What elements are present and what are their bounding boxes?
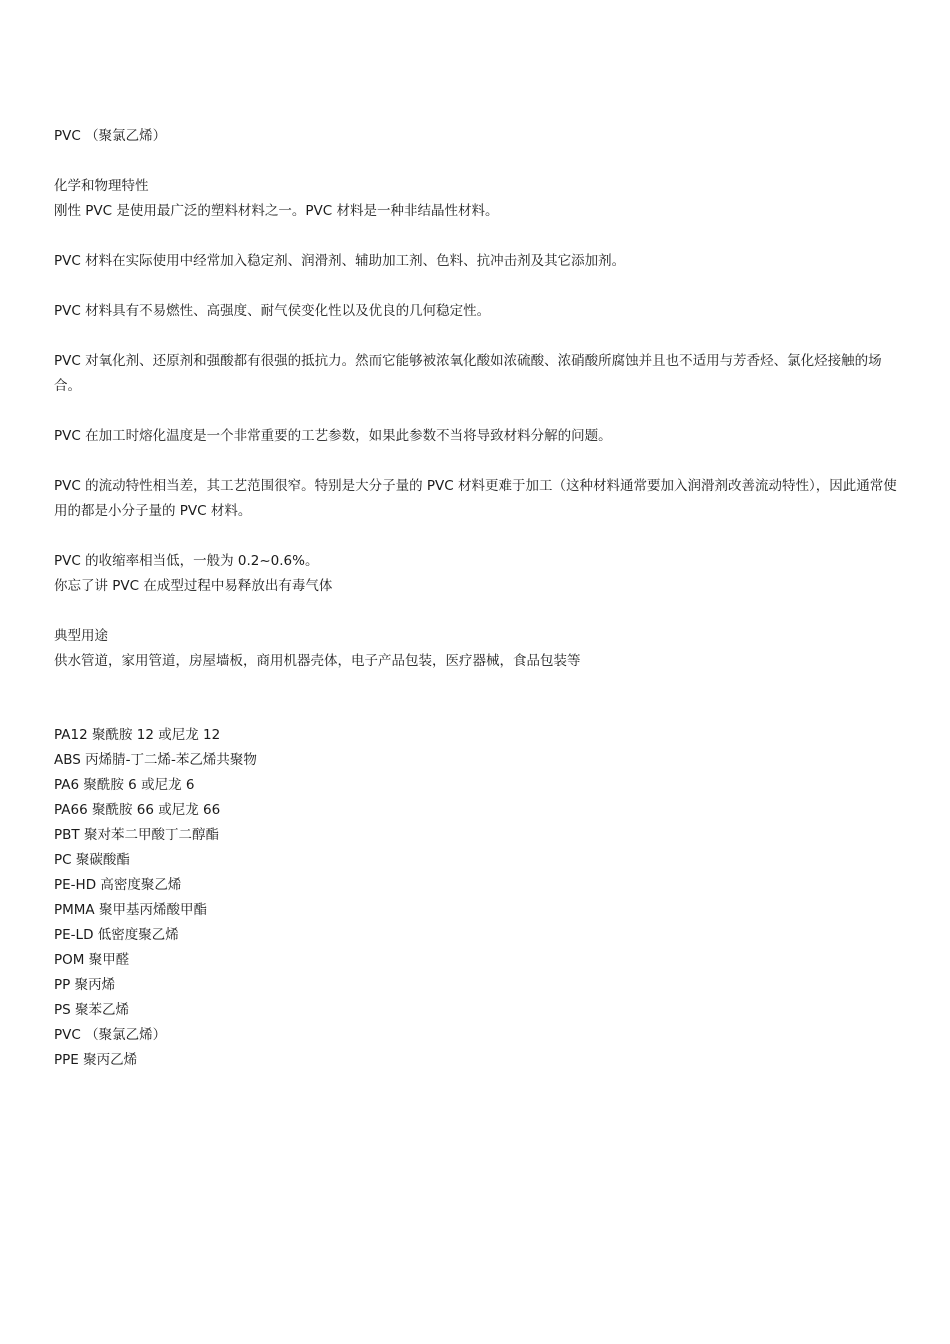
list-item: POM 聚甲醛	[54, 952, 130, 968]
paragraph-melt-temperature: PVC 在加工时熔化温度是一个非常重要的工艺参数，如果此参数不当将导致材料分解的问题。	[54, 428, 612, 444]
spacer	[54, 324, 904, 349]
properties-intro: 刚性 PVC 是使用最广泛的塑料材料之一。PVC 材料是一种非结晶性材料。	[54, 203, 499, 219]
list-item: PA12 聚酰胺 12 或尼龙 12	[54, 727, 221, 743]
paragraph-flow: PVC 的流动特性相当差，其工艺范围很窄。特别是大分子量的 PVC 材料更难于加工（这种材料通常要加入润滑剂改善流动特性），因此通常使用的都是小分子量的 PVC 材料。	[54, 478, 897, 519]
spacer	[54, 524, 904, 549]
list-item: PMMA 聚甲基丙烯酸甲酯	[54, 902, 207, 918]
document-body	[54, 124, 904, 1073]
spacer	[54, 674, 904, 723]
list-item: PE-LD 低密度聚乙烯	[54, 927, 179, 943]
paragraph-shrinkage: PVC 的收缩率相当低，一般为 0.2~0.6%。	[54, 553, 319, 569]
uses-heading: 典型用途	[54, 628, 108, 644]
list-item: PVC （聚氯乙烯）	[54, 1027, 167, 1043]
uses-text: 供水管道，家用管道，房屋墙板，商用机器壳体，电子产品包装，医疗器械，食品包装等	[54, 653, 581, 669]
list-item: PS 聚苯乙烯	[54, 1002, 130, 1018]
properties-heading: 化学和物理特性	[54, 178, 149, 194]
list-item: PC 聚碳酸酯	[54, 852, 130, 868]
spacer	[54, 274, 904, 299]
paragraph-chemical-resistance: PVC 对氧化剂、还原剂和强酸都有很强的抵抗力。然而它能够被浓氧化酸如浓硫酸、浓硝酸所腐蚀并且也不适用与芳香烃、氯化烃接触的场合。	[54, 353, 882, 394]
list-item: PPE 聚丙乙烯	[54, 1052, 138, 1068]
list-item: PBT 聚对苯二甲酸丁二醇酯	[54, 827, 219, 843]
paragraph-additives: PVC 材料在实际使用中经常加入稳定剂、润滑剂、辅助加工剂、色料、抗冲击剂及其它添加剂。	[54, 253, 626, 269]
spacer	[54, 399, 904, 424]
list-item: PE-HD 高密度聚乙烯	[54, 877, 182, 893]
spacer	[54, 449, 904, 474]
spacer	[54, 224, 904, 249]
list-item: PP 聚丙烯	[54, 977, 116, 993]
document-title: PVC （聚氯乙烯）	[54, 128, 167, 144]
materials-list	[54, 723, 904, 1073]
spacer	[54, 599, 904, 624]
list-item: PA6 聚酰胺 6 或尼龙 6	[54, 777, 195, 793]
paragraph-flammability: PVC 材料具有不易燃性、高强度、耐气侯变化性以及优良的几何稳定性。	[54, 303, 491, 319]
spacer	[54, 149, 904, 174]
paragraph-note: 你忘了讲 PVC 在成型过程中易释放出有毒气体	[54, 578, 333, 594]
list-item: ABS 丙烯腈-丁二烯-苯乙烯共聚物	[54, 752, 257, 768]
list-item: PA66 聚酰胺 66 或尼龙 66	[54, 802, 221, 818]
